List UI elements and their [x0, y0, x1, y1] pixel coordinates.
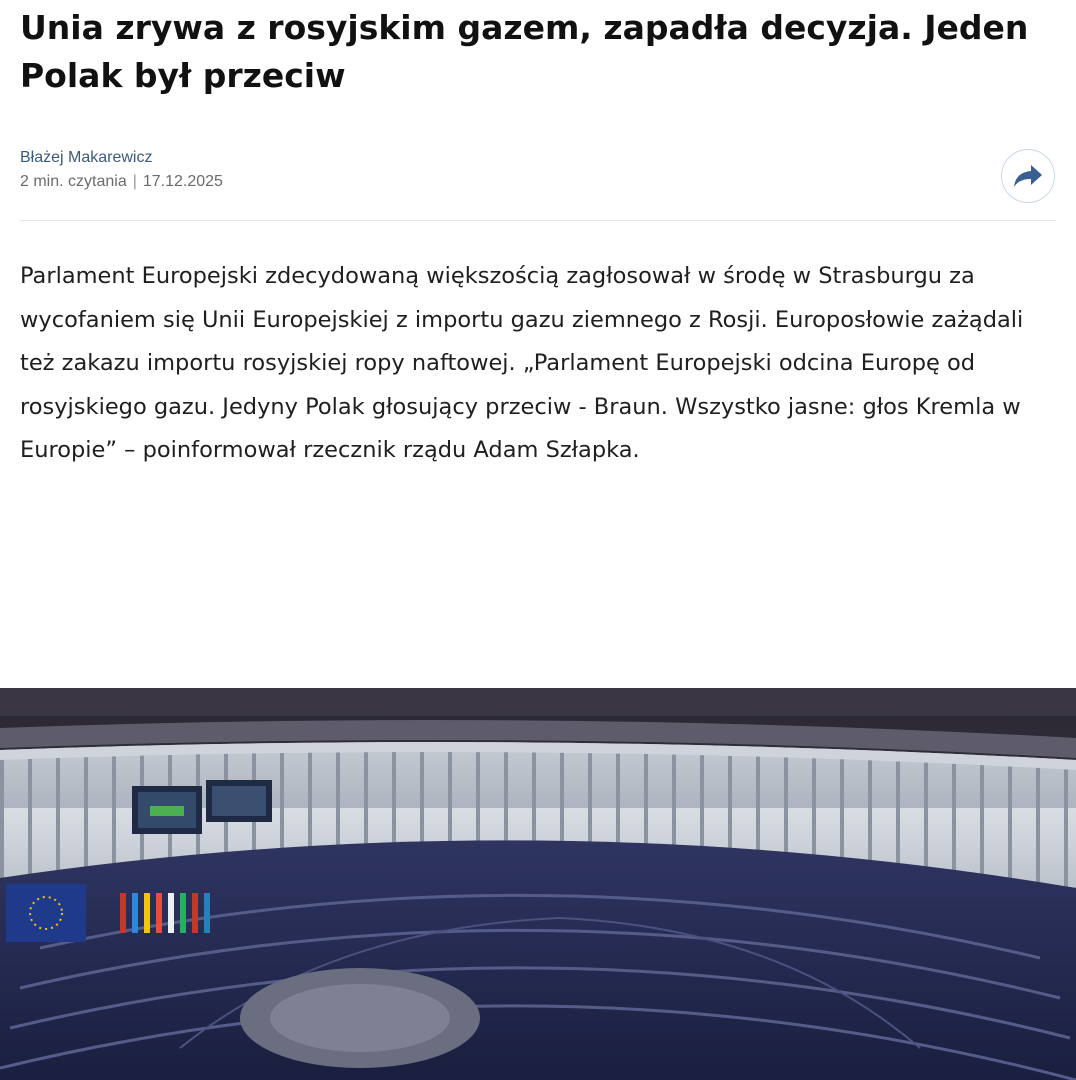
- reading-time: 2 min. czytania: [20, 173, 127, 190]
- share-arrow-icon: [1013, 163, 1043, 189]
- meta-separator: |: [132, 173, 137, 190]
- article-lead: Parlament Europejski zdecydowaną większością zagłosował w środę w Strasburgu za wycofaniem się Unii Europejskiej z importu gazu ziemnego z Rosji. Europosłowie zażądali też zakazu importu rosyjskiej ropy naftowej. „Parlament Europejski odcina Europę od rosyjskiego gazu. Jedyny Polak głosujący przeciw - Braun. Wszystko jasne: głos Kremla w Europie” – poinformował rzecznik rządu Adam Szłapka.: [20, 263, 1024, 463]
- article-details: [20, 170, 223, 194]
- author-link[interactable]: Błażej Makarewicz: [20, 149, 153, 166]
- publish-date: 17.12.2025: [142, 173, 223, 190]
- parliament-photo: [0, 688, 1076, 1080]
- hero-image-parliament-hemicycle: [0, 688, 1076, 1080]
- meta-divider: [20, 220, 1056, 221]
- article-headline: Unia zrywa z rosyjskim gazem, zapadła decyzja. Jeden Polak był przeciw: [20, 8, 1029, 95]
- article-meta: [20, 146, 223, 194]
- share-button[interactable]: [1001, 149, 1055, 203]
